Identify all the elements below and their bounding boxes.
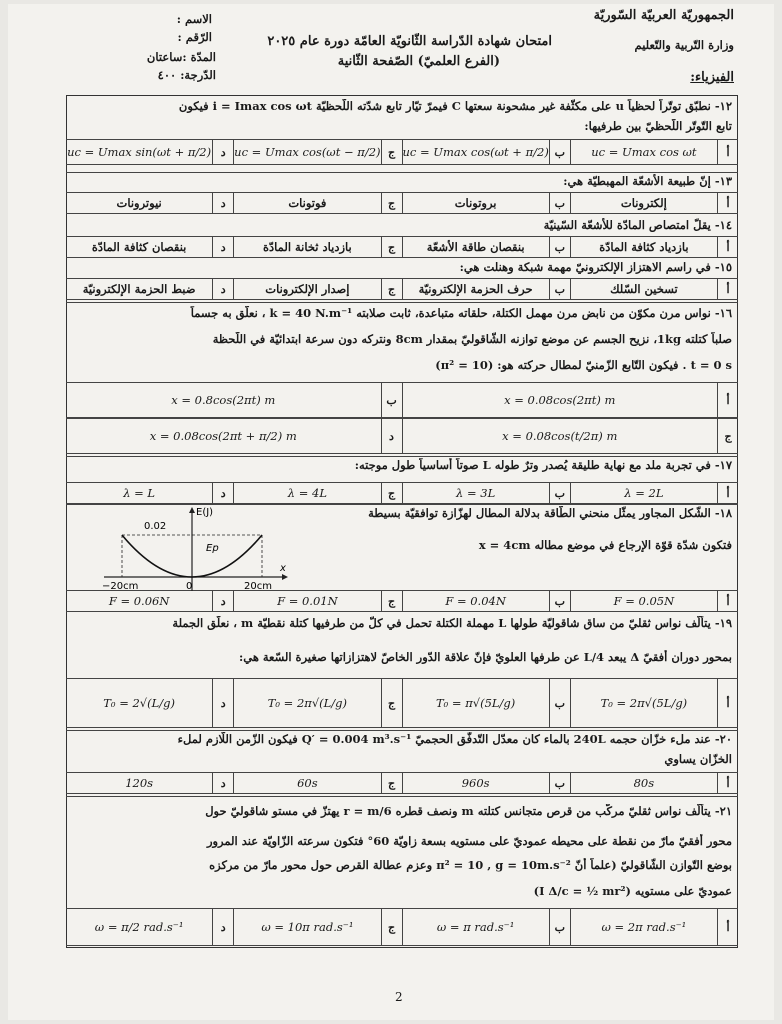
option-letter: أ <box>717 483 738 503</box>
option-b[interactable] <box>402 591 570 611</box>
option-text: ω = 10π rad.s⁻¹ <box>261 920 354 934</box>
option-text: uc = Umax sin(ωt + π/2) <box>67 145 212 159</box>
option-text: بازدياد ثخانة المادّة <box>263 240 352 254</box>
x-left-label: −20cm <box>102 581 139 592</box>
option-a[interactable] <box>570 279 738 299</box>
question-text: ٢٠- عند ملء خزّان حجمه 240L بالماء كان معدّل التّدفّق الحجميّ Q′ = 0.004 m³.s⁻¹ فيكون الزّمن اللّازم لملء <box>177 732 732 746</box>
curve-label: Ep <box>206 543 219 554</box>
answer-options <box>66 482 738 504</box>
option-d[interactable] <box>66 237 233 257</box>
option-c[interactable] <box>233 483 401 503</box>
question-text: ١٤- يقلّ امتصاص المادّة للأشعّة السّينيّة <box>543 218 732 232</box>
option-letter: د <box>381 419 402 453</box>
option-letter: د <box>212 909 233 945</box>
option-text: F = 0.05N <box>613 594 675 608</box>
y-axis-label: E(J) <box>196 507 214 518</box>
question-21 <box>66 796 738 946</box>
question-text: ٢١- يتألّف نواس ثقليّ مركّب من قرص متجانس كتلته m ونصف قطره r = m/6 يهتزّ في مستوٍ شاقوليّ حول <box>205 804 732 818</box>
option-text: λ = 3L <box>456 486 496 500</box>
option-letter: ج <box>381 279 402 299</box>
option-text: T₀ = 2√(L/g) <box>103 696 175 710</box>
option-letter: ج <box>381 591 402 611</box>
option-letter: ب <box>549 773 570 793</box>
option-letter: ب <box>549 591 570 611</box>
option-text: 60s <box>297 776 318 790</box>
option-text: 960s <box>461 776 490 790</box>
option-text: λ = 4L <box>287 486 327 500</box>
option-letter: ب <box>549 279 570 299</box>
question-13 <box>66 172 738 216</box>
option-text: ω = 2π rad.s⁻¹ <box>601 920 687 934</box>
question-14 <box>66 216 738 258</box>
answer-options <box>66 678 738 728</box>
option-text: إصدار الإلكترونات <box>265 282 350 296</box>
option-letter: د <box>212 483 233 503</box>
question-19 <box>66 612 738 728</box>
page-number: 2 <box>395 990 403 1004</box>
option-b[interactable] <box>402 909 570 945</box>
option-letter: ج <box>381 237 402 257</box>
country-name: الجمهوريّة العربيّة السّوريّة <box>593 8 734 23</box>
option-letter: أ <box>717 591 738 611</box>
option-letter: د <box>212 679 233 727</box>
option-letter: ب <box>549 140 570 164</box>
question-text: الخزّان يساوي <box>664 752 732 766</box>
option-d[interactable] <box>66 679 233 727</box>
option-letter: ج <box>381 483 402 503</box>
option-b[interactable] <box>402 140 570 164</box>
option-b[interactable] <box>66 383 402 417</box>
question-12 <box>66 95 738 165</box>
x-axis-arrow <box>282 574 288 580</box>
option-letter: ب <box>549 679 570 727</box>
separator <box>66 504 738 505</box>
question-text: عموديّ على مستويه (I Δ/c = ½ mr²) <box>533 884 732 898</box>
option-text: إلكترونات <box>620 196 667 210</box>
option-text: بنقصان كثافة المادّة <box>91 240 187 254</box>
option-a[interactable] <box>570 773 738 793</box>
option-text: F = 0.06N <box>108 594 170 608</box>
option-letter: د <box>212 279 233 299</box>
option-text: ضبط الحزمة الإلكترونيّة <box>82 282 196 296</box>
option-letter: ب <box>549 193 570 213</box>
question-20 <box>66 730 738 794</box>
answer-options <box>66 192 738 214</box>
option-text: F = 0.04N <box>445 594 506 608</box>
option-c[interactable] <box>233 279 401 299</box>
option-d[interactable] <box>66 773 233 793</box>
option-letter: أ <box>717 237 738 257</box>
option-c[interactable] <box>233 773 401 793</box>
option-text: بنقصان طاقة الأشعّة <box>426 240 525 254</box>
option-c[interactable] <box>402 419 739 453</box>
option-a[interactable] <box>570 909 738 945</box>
option-a[interactable] <box>570 591 738 611</box>
option-letter: ج <box>381 773 402 793</box>
option-d[interactable] <box>66 140 233 164</box>
option-c[interactable] <box>233 193 401 213</box>
option-c[interactable] <box>233 140 401 164</box>
option-text: T₀ = π√(5L/g) <box>435 696 516 710</box>
option-b[interactable] <box>402 773 570 793</box>
question-text: صلباً كتلته 1kg، نزيح الجسم عن موضع توازنه الشّاقوليّ بمقدار 8cm ونتركه دون سرعة ابتدائيّة في اللّحظة <box>212 332 732 346</box>
question-text: t = 0 s . فيكون التّابع الزّمنيّ لمطال حركته هو: (π² = 10) <box>435 358 732 372</box>
option-c[interactable] <box>233 237 401 257</box>
option-letter: ج <box>381 679 402 727</box>
option-b[interactable] <box>402 279 570 299</box>
answer-options <box>66 908 738 946</box>
option-b[interactable] <box>402 483 570 503</box>
option-d[interactable] <box>66 419 402 453</box>
branch-label: (الفرع العلميّ) الصّفحة الثّانية <box>337 54 500 69</box>
exam-title: امتحان شهادة الدّراسة الثّانويّة العامّة دورة عام ٢٠٢٥ <box>267 34 552 49</box>
option-text: 80s <box>633 776 655 790</box>
option-letter: أ <box>717 383 738 417</box>
option-text: x = 0.08cos(2πt) m <box>504 393 616 407</box>
option-a[interactable] <box>402 383 739 417</box>
separator <box>66 456 738 457</box>
option-text: نيوترونات <box>116 196 162 210</box>
question-text: ١٥- في راسم الاهتزاز الإلكترونيّ مهمة شبكة وهنلت هي: <box>459 260 732 274</box>
question-text: بمحور دوران أفقيّ Δ يبعد L/4 عن طرفها العلويّ فإنّ علاقة الدّور الخاصّ لاهتزازاتها صغيرة السّعة هي: <box>238 650 732 664</box>
number-label: الرّقم : <box>177 30 212 44</box>
option-letter: أ <box>717 279 738 299</box>
option-text: T₀ = 2π√(5L/g) <box>600 696 688 710</box>
question-text: ١٩- يتألّف نواس ثقليّ من ساق شاقوليّة طولها L مهملة الكتلة تحمل في كلّ من طرفيها كتلة نقطيّة m ، نعلّق الجملة <box>172 616 732 630</box>
question-text: ١٦- نواس مرن مكوّن من نابض مرن مهمل الكتلة، حلقاته متباعدة، ثابت صلابته k = 40 N.m⁻¹ ، نعلّق به جسماً <box>190 306 732 320</box>
option-text: x = 0.8cos(2πt) m <box>171 393 276 407</box>
grade-label: الدّرجة: ٤٠٠ <box>157 68 216 82</box>
option-text: T₀ = 2π√(L/g) <box>267 696 348 710</box>
option-c[interactable] <box>233 909 401 945</box>
option-letter: أ <box>717 140 738 164</box>
option-d[interactable] <box>66 909 233 945</box>
option-d[interactable] <box>66 483 233 503</box>
option-d[interactable] <box>66 279 233 299</box>
option-a[interactable] <box>570 237 738 257</box>
option-letter: د <box>212 591 233 611</box>
option-letter: أ <box>717 773 738 793</box>
question-17 <box>66 456 738 504</box>
option-text: حرف الحزمة الإلكترونيّة <box>418 282 533 296</box>
option-a[interactable] <box>570 679 738 727</box>
x-origin-label: 0 <box>186 581 193 592</box>
ministry-name: وزارة التّربية والتّعليم <box>634 38 734 52</box>
answer-options <box>66 772 738 794</box>
option-text: ω = π/2 rad.s⁻¹ <box>94 920 184 934</box>
option-text: uc = Umax cos(ωt − π/2) <box>234 145 381 159</box>
answer-options <box>66 236 738 258</box>
option-letter: ب <box>381 383 402 417</box>
option-letter: د <box>212 140 233 164</box>
option-letter: ج <box>381 193 402 213</box>
y-axis-arrow <box>189 507 195 513</box>
energy-value-label: 0.02 <box>144 521 167 532</box>
x-axis-label: x <box>280 563 286 574</box>
option-letter: ج <box>381 909 402 945</box>
option-text: uc = Umax cos(ωt + π/2) <box>402 145 549 159</box>
answer-options <box>66 418 738 454</box>
option-text: بروتونات <box>454 196 497 210</box>
question-text: بوضع التّوازن الشّاقوليّ (علماً أنّ π² = 10 , g = 10m.s⁻² وعزم عطالة القرص حول محور مارّ من مركزه <box>209 858 732 872</box>
option-b[interactable] <box>402 679 570 727</box>
separator <box>66 796 738 797</box>
option-text: بازدياد كثافة المادّة <box>599 240 689 254</box>
option-text: x = 0.08cos(t/2π) m <box>502 429 618 443</box>
separator <box>66 302 738 303</box>
x-right-label: 20cm <box>244 581 272 592</box>
option-letter: ج <box>717 419 738 453</box>
option-a[interactable] <box>570 140 738 164</box>
question-15 <box>66 258 738 302</box>
option-c[interactable] <box>233 679 401 727</box>
option-text: uc = Umax cos ωt <box>591 145 697 159</box>
option-b[interactable] <box>402 193 570 213</box>
option-a[interactable] <box>570 483 738 503</box>
option-text: 120s <box>125 776 154 790</box>
answer-options <box>66 382 738 418</box>
option-letter: ب <box>549 909 570 945</box>
option-letter: د <box>212 193 233 213</box>
option-letter: أ <box>717 193 738 213</box>
name-label: الاسم : <box>176 12 212 26</box>
option-b[interactable] <box>402 237 570 257</box>
option-text: λ = L <box>123 486 156 500</box>
option-text: تسخين السّلك <box>610 282 678 296</box>
option-letter: أ <box>717 909 738 945</box>
option-text: فوتونات <box>288 196 327 210</box>
duration-label: المدّة :ساعتان <box>146 50 216 64</box>
question-text: ١٨- الشّكل المجاور يمثّل منحني الطّاقة بدلالة المطال لهزّازة توافقيّة بسيطة <box>368 506 732 520</box>
question-16 <box>66 302 738 454</box>
option-letter: د <box>212 773 233 793</box>
question-text: محور أفقيّ مارّ من نقطة على محيطه عموديّ على مستويه بسعة زاويّة 60° فتكون سرعته الزّاويّة عند المرور <box>206 834 732 848</box>
answer-options <box>66 139 738 165</box>
question-text: فتكون شدّة قوّة الإرجاع في موضع مطاله x = 4cm <box>478 538 732 552</box>
subject-label: الفيزياء: <box>690 70 734 85</box>
option-text: x = 0.08cos(2πt + π/2) m <box>149 429 297 443</box>
question-text: ١٣- إنّ طبيعة الأشعّة المهبطيّة هي: <box>563 174 732 188</box>
option-text: λ = 2L <box>624 486 664 500</box>
option-letter: أ <box>717 679 738 727</box>
separator <box>66 172 738 173</box>
option-letter: ب <box>549 237 570 257</box>
option-text: F = 0.01N <box>277 594 338 608</box>
option-d[interactable] <box>66 193 233 213</box>
answer-options <box>66 278 738 300</box>
option-letter: ج <box>381 140 402 164</box>
option-letter: د <box>212 237 233 257</box>
option-letter: ب <box>549 483 570 503</box>
option-a[interactable] <box>570 193 738 213</box>
question-text: تابع التّوتّر اللّحظيّ بين طرفيها: <box>584 119 732 133</box>
energy-graph <box>94 505 294 595</box>
question-text: ١٧- في تجربة ملد مع نهاية طليقة يُصدر وترٌ طوله L صوتاً أساسياً طول موجته: <box>354 458 732 472</box>
option-text: ω = π rad.s⁻¹ <box>436 920 515 934</box>
question-text: ١٢- نطبّق توتّراً لحظياً u على مكثّفة غير مشحونة سعتها C فيمرّ تيّار تابع شدّته اللّحظيّة i = Imax cos ωt فيكون <box>178 99 732 113</box>
separator <box>66 730 738 731</box>
